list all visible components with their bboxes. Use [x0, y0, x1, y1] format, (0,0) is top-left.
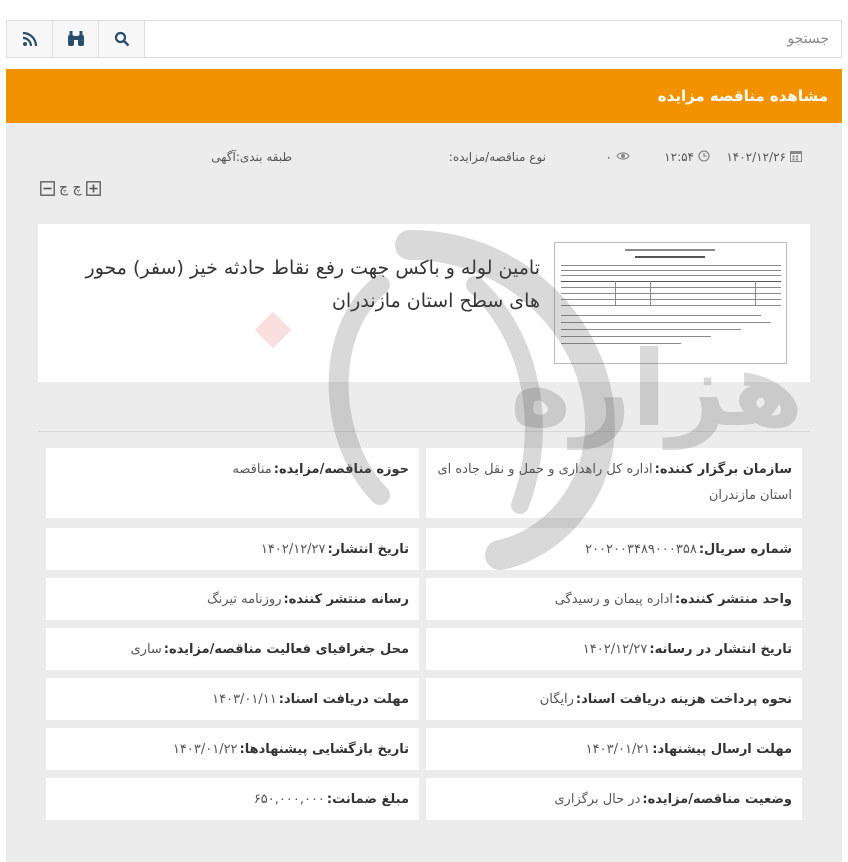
media-date-label: تاریخ انتشار در رسانه:: [649, 641, 792, 657]
view-count: ۰: [605, 150, 612, 164]
doc-fee-cell: [426, 678, 802, 720]
category-value: آگهی: [211, 150, 236, 164]
detail-row: [46, 728, 802, 770]
guarantee-value: ۶۵۰,۰۰۰,۰۰۰: [253, 791, 325, 807]
publish-date-value: ۱۴۰۲/۱۲/۲۷: [260, 541, 326, 557]
category-info: [211, 150, 292, 164]
scope-label: حوزه مناقصه/مزایده:: [273, 462, 409, 477]
opening-date-value: ۱۴۰۳/۰۱/۲۲: [172, 741, 238, 757]
organizer-label: سازمان برگزار کننده:: [654, 462, 792, 477]
meta-row: [40, 150, 802, 170]
search-input[interactable]: [145, 21, 841, 57]
detail-row: [46, 778, 802, 820]
publish-date-cell: [46, 528, 419, 570]
doc-deadline-label: مهلت دریافت اسناد:: [278, 691, 409, 707]
binoculars-icon: [66, 30, 86, 48]
listing-thumbnail[interactable]: [554, 242, 787, 364]
media-date-value: ۱۴۰۲/۱۲/۲۷: [582, 641, 648, 657]
section-divider: [38, 431, 810, 432]
tender-type: نوع مناقصه/مزایده:: [448, 150, 546, 164]
search-button[interactable]: [99, 21, 145, 57]
publisher-unit-value: اداره پیمان و رسیدگی: [554, 591, 673, 607]
search-icon: [114, 31, 130, 47]
advanced-search-button[interactable]: [53, 21, 99, 57]
doc-deadline-value: ۱۴۰۳/۰۱/۱۱: [212, 691, 277, 707]
serial-cell: [426, 528, 802, 570]
detail-row: [46, 578, 802, 620]
time-info: [664, 150, 710, 164]
offer-deadline-label: مهلت ارسال پیشنهاد:: [652, 741, 792, 757]
collapse-icon[interactable]: [40, 181, 55, 196]
serial-value: ۲۰۰۲۰۰۳۴۸۹۰۰۰۳۵۸: [585, 541, 697, 557]
serial-label: شماره سریال:: [698, 541, 792, 557]
rss-button[interactable]: [7, 21, 53, 57]
detail-row: [46, 448, 802, 518]
guarantee-cell: [46, 778, 419, 820]
publisher-unit-label: واحد منتشر کننده:: [675, 591, 792, 607]
media-label: رسانه منتشر کننده:: [283, 591, 409, 607]
location-label: محل جغرافیای فعالیت مناقصه/مزایده:: [163, 641, 409, 657]
page-header: [6, 69, 842, 123]
detail-row: [46, 678, 802, 720]
organizer-value: اداره کل راهداری و حمل و نقل جاده ای استان مازندران: [437, 462, 792, 503]
rss-icon: [22, 31, 38, 47]
publish-date: ۱۴۰۲/۱۲/۲۶: [726, 150, 786, 164]
top-search-bar: [6, 20, 842, 58]
media-date-cell: [426, 628, 802, 670]
publish-date-label: تاریخ انتشار:: [327, 541, 409, 557]
scope-cell: [46, 448, 419, 518]
print-button[interactable]: چ چ: [59, 180, 82, 196]
opening-date-cell: [46, 728, 419, 770]
expand-icon[interactable]: [86, 181, 101, 196]
media-cell: [46, 578, 419, 620]
location-cell: [46, 628, 419, 670]
watermark-text: هزاره: [510, 328, 804, 450]
calendar-icon: [790, 150, 802, 162]
date-info: [726, 150, 802, 164]
category-label: طبقه بندی:: [235, 150, 292, 164]
listing-title[interactable]: تامین لوله و باکس جهت رفع نقاط حادثه خیز (سفر) محور های سطح استان مازندران: [85, 257, 540, 312]
detail-row: [46, 528, 802, 570]
status-value: در حال برگزاری: [554, 791, 641, 807]
publish-time: ۱۲:۵۴: [664, 150, 694, 164]
doc-fee-value: رایگان: [539, 691, 574, 707]
location-value: ساری: [130, 641, 162, 657]
status-label: وضعیت مناقصه/مزایده:: [642, 791, 792, 807]
status-cell: [426, 778, 802, 820]
offer-deadline-cell: [426, 728, 802, 770]
doc-deadline-cell: [46, 678, 419, 720]
scope-value: مناقصه: [232, 462, 272, 477]
doc-fee-label: نحوه پرداخت هزینه دریافت اسناد:: [575, 691, 792, 707]
organizer-cell: [426, 448, 802, 518]
eye-icon: [616, 151, 630, 161]
view-tools: [40, 180, 101, 196]
opening-date-label: تاریخ بازگشایی پیشنهادها:: [239, 741, 409, 757]
page-title: مشاهده مناقصه مزایده: [657, 87, 828, 105]
offer-deadline-value: ۱۴۰۳/۰۱/۲۱: [585, 741, 651, 757]
views-info: [606, 150, 630, 164]
clock-icon: [698, 150, 710, 162]
publisher-unit-cell: [426, 578, 802, 620]
detail-row: [46, 628, 802, 670]
guarantee-label: مبلغ ضمانت:: [326, 791, 409, 807]
media-value: روزنامه تیرنگ: [207, 591, 282, 607]
